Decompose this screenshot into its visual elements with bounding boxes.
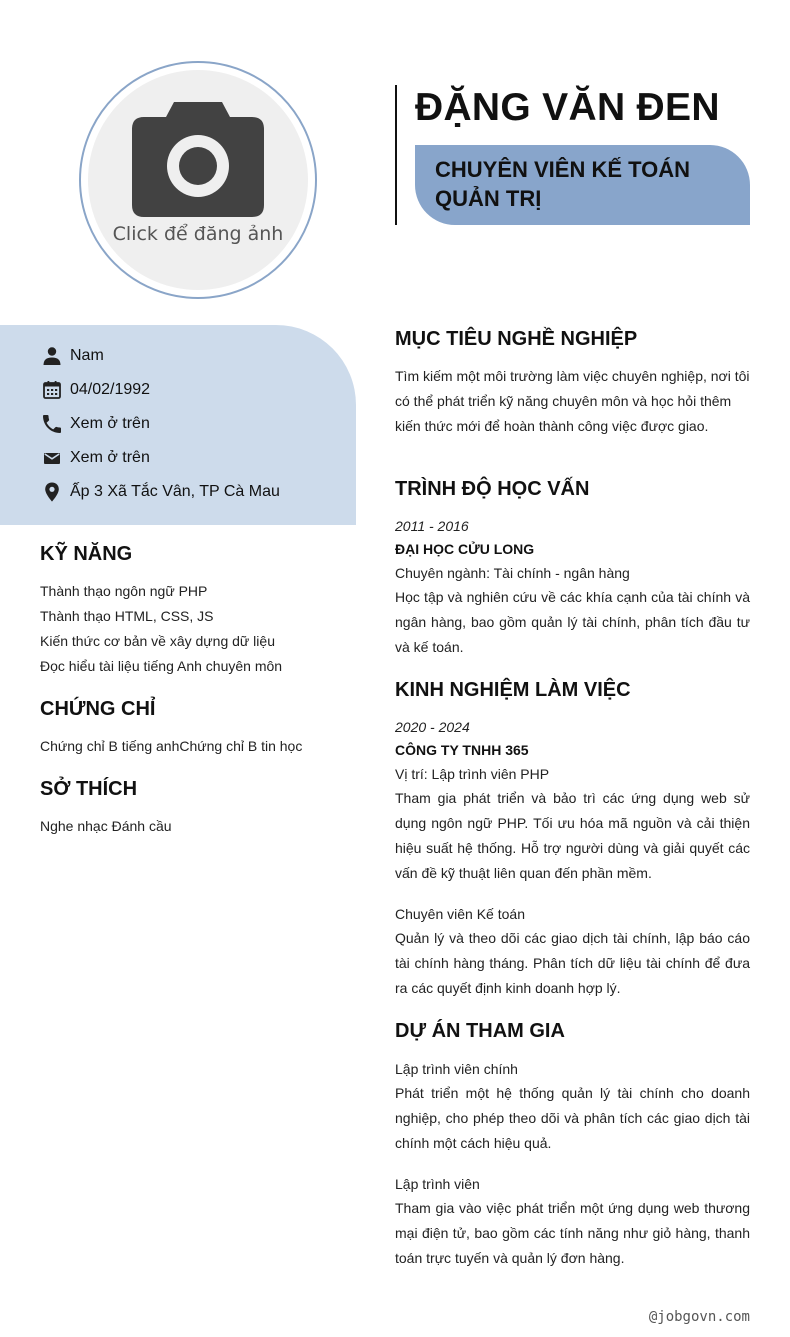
objective-line: có thể phát triển kỹ năng chuyên môn và học hỏi thêm <box>395 393 732 409</box>
contact-gender <box>40 344 104 368</box>
experience-role: Vị trí: Lập trình viên PHP <box>395 766 550 782</box>
header-divider <box>395 85 397 225</box>
avatar-upload-label: Click để đăng ảnh <box>112 223 284 245</box>
person-icon <box>40 344 64 368</box>
avatar-upload-button[interactable] <box>88 70 308 290</box>
hobbies-text: Nghe nhạc Đánh cầu <box>40 818 172 834</box>
job-title-banner <box>415 145 750 225</box>
gender-value: Nam <box>70 347 104 364</box>
email-value: Xem ở trên <box>70 449 150 466</box>
education-school: ĐẠI HỌC CỬU LONG <box>395 541 535 557</box>
contact-phone <box>40 412 150 436</box>
skill-item: Kiến thức cơ bản về xây dựng dữ liệu <box>40 633 275 649</box>
objective-heading: MỤC TIÊU NGHỀ NGHIỆP <box>395 328 638 350</box>
watermark: @jobgovn.com <box>648 1309 750 1325</box>
mail-icon <box>40 446 64 470</box>
certificates-heading: CHỨNG CHỈ <box>40 698 156 720</box>
certificates-text: Chứng chỉ B tiếng anhChứng chỉ B tin học <box>40 738 303 754</box>
contact-dob <box>40 378 150 402</box>
dob-value: 04/02/1992 <box>70 381 151 398</box>
project-description: Tham gia vào việc phát triển một ứng dụng web thương mại điện tử, bao gồm các tính năng như giỏ hàng, thanh toán trực tuyến và quản lý đơn hàng. <box>395 1200 750 1266</box>
candidate-name: ĐẶNG VĂN ĐEN <box>415 86 720 129</box>
contact-address <box>40 480 280 504</box>
location-pin-icon <box>40 480 64 504</box>
phone-icon <box>40 412 64 436</box>
experience-heading: KINH NGHIỆM LÀM VIỆC <box>395 679 631 701</box>
education-description: Học tập và nghiên cứu về các khía cạnh của tài chính và ngân hàng, bao gồm quản lý tài chính, phân tích đầu tư và kế toán. <box>395 589 750 655</box>
address-value: Ấp 3 Xã Tắc Vân, TP Cà Mau <box>70 483 280 500</box>
job-title: CHUYÊN VIÊN KẾ TOÁN QUẢN TRỊ <box>435 157 691 211</box>
camera-icon <box>132 102 264 217</box>
projects-heading: DỰ ÁN THAM GIA <box>395 1020 565 1042</box>
project-role: Lập trình viên <box>395 1176 480 1192</box>
phone-value: Xem ở trên <box>70 415 150 432</box>
objective-line: kiến thức mới để hoàn thành công việc được giao. <box>395 418 709 434</box>
education-heading: TRÌNH ĐỘ HỌC VẤN <box>395 478 590 500</box>
skill-item: Thành thạo HTML, CSS, JS <box>40 608 214 624</box>
experience-role: Chuyên viên Kế toán <box>395 906 525 922</box>
education-major: Chuyên ngành: Tài chính - ngân hàng <box>395 565 630 581</box>
skill-item: Đọc hiểu tài liệu tiếng Anh chuyên môn <box>40 658 283 674</box>
experience-company: CÔNG TY TNHH 365 <box>395 742 529 758</box>
contact-email <box>40 446 150 470</box>
project-role: Lập trình viên chính <box>395 1061 518 1077</box>
experience-description: Quản lý và theo dõi các giao dịch tài chính, lập báo cáo tài chính hàng tháng. Phân tích dữ liệu tài chính để đưa ra các quyết định kinh doanh hợp lý. <box>395 930 750 996</box>
experience-period: 2020 - 2024 <box>395 719 470 735</box>
skills-heading: KỸ NĂNG <box>40 543 133 565</box>
calendar-icon <box>40 378 64 402</box>
skill-item: Thành thạo ngôn ngữ PHP <box>40 583 208 599</box>
experience-description: Tham gia phát triển và bảo trì các ứng dụng web sử dụng ngôn ngữ PHP. Tối ưu hóa mã nguồn và cải thiện hiệu suất hệ thống. Hỗ trợ người dùng và giải quyết các vấn đề kỹ thuật liên quan đến phần mềm. <box>395 790 750 881</box>
hobbies-heading: SỞ THÍCH <box>40 778 138 800</box>
project-description: Phát triển một hệ thống quản lý tài chính cho doanh nghiệp, cho phép theo dõi và phân tích các giao dịch tài chính một cách hiệu quả. <box>395 1085 750 1151</box>
objective-line: Tìm kiếm một môi trường làm việc chuyên nghiệp, nơi tôi <box>395 368 750 384</box>
education-period: 2011 - 2016 <box>395 518 469 534</box>
objective-text <box>395 364 750 439</box>
